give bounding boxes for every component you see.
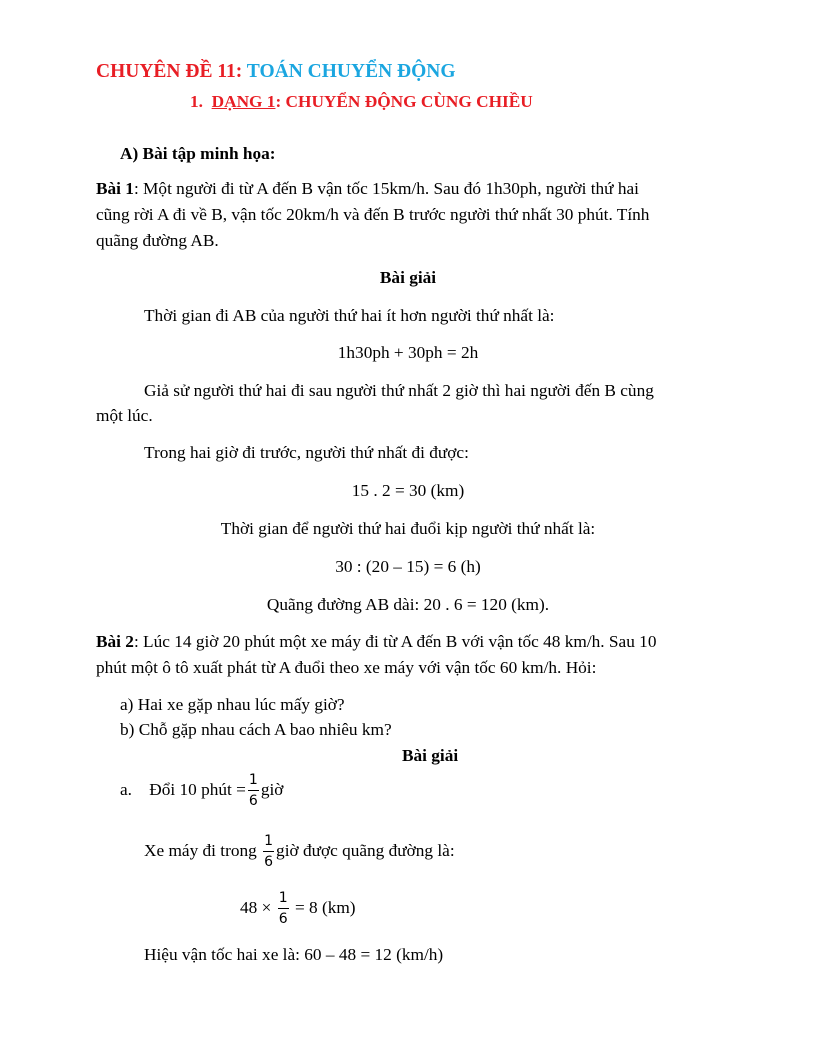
- fraction-numerator: 1: [263, 834, 274, 852]
- answer-a-text2: giờ: [260, 780, 284, 799]
- heading-number: 1.: [190, 92, 203, 111]
- bai1-step4: Trong hai giờ đi trước, người thứ nhất đi được:: [144, 443, 469, 462]
- bai1-line2: cũng rời A đi về B, vận tốc 20km/h và đến B trước người thứ nhất 30 phút. Tính: [96, 205, 650, 224]
- bai2-line1: [96, 633, 656, 650]
- bai2-question-a: a) Hai xe gặp nhau lúc mấy giờ?: [120, 695, 345, 714]
- bai2-motorbike-distance: [144, 831, 455, 871]
- fraction-one-sixth: [263, 834, 274, 869]
- section-heading: [190, 93, 533, 110]
- fraction-numerator: 1: [248, 773, 259, 791]
- bai2-calculation: [240, 888, 356, 928]
- bai2-solution-heading: Bài giải: [402, 746, 459, 765]
- title-prefix: CHUYÊN ĐỀ 11:: [96, 61, 243, 82]
- bai1-label: Bài 1: [96, 179, 134, 198]
- bai1-step1: Thời gian đi AB của người thứ hai ít hơn người thứ nhất là:: [144, 306, 555, 325]
- calc-text2: = 8 (km): [294, 898, 356, 917]
- fraction-denominator: 6: [278, 910, 288, 927]
- heading-rest: : CHUYỂN ĐỘNG CÙNG CHIỀU: [275, 92, 533, 111]
- motorbike-text2: giờ được quãng đường là:: [276, 841, 455, 860]
- subsection-title: A) Bài tập minh họa:: [120, 144, 276, 163]
- heading-type: DẠNG 1: [211, 92, 276, 111]
- bai1-solution-heading: Bài giải: [379, 268, 437, 287]
- answer-a-label: a.: [120, 780, 132, 799]
- fraction-denominator: 6: [248, 792, 258, 809]
- calc-text1: 48 ×: [240, 898, 272, 917]
- bai1-step3a: Giả sử người thứ hai đi sau người thứ nhất 2 giờ thì hai người đến B cùng: [144, 381, 654, 400]
- bai2-speed-difference: Hiệu vận tốc hai xe là: 60 – 48 = 12 (km/h): [144, 945, 444, 964]
- bai2-text1: : Lúc 14 giờ 20 phút một xe máy đi từ A đến B với vận tốc 48 km/h. Sau 10: [133, 632, 657, 651]
- bai1-text1: : Một người đi từ A đến B vận tốc 15km/h. Sau đó 1h30ph, người thứ hai: [133, 179, 639, 198]
- bai1-step2: 1h30ph + 30ph = 2h: [337, 343, 479, 362]
- bai1-line1: [96, 180, 639, 197]
- fraction-denominator: 6: [264, 853, 274, 870]
- bai2-answer-a: [120, 770, 283, 810]
- answer-a-text1: Đổi 10 phút =: [149, 780, 246, 799]
- motorbike-text1: Xe máy đi trong: [144, 841, 257, 860]
- title-topic: TOÁN CHUYỂN ĐỘNG: [246, 61, 456, 82]
- bai1-step6: Thời gian để người thứ hai đuổi kịp người thứ nhất là:: [220, 519, 596, 538]
- bai1-step8: Quãng đường AB dài: 20 . 6 = 120 (km).: [266, 595, 550, 614]
- bai1-step5: 15 . 2 = 30 (km): [351, 481, 465, 500]
- bai1-line3: quãng đường AB.: [96, 231, 219, 250]
- bai2-line2: phút một ô tô xuất phát từ A đuổi theo xe máy với vận tốc 60 km/h. Hỏi:: [96, 658, 597, 677]
- fraction-numerator: 1: [278, 891, 289, 909]
- bai2-label: Bài 2: [96, 632, 134, 651]
- document-title: [96, 62, 456, 82]
- fraction-one-sixth: [248, 773, 259, 808]
- bai1-step7: 30 : (20 – 15) = 6 (h): [335, 557, 481, 576]
- fraction-one-sixth: [278, 891, 289, 926]
- bai2-question-b: b) Chỗ gặp nhau cách A bao nhiêu km?: [120, 720, 392, 739]
- bai1-step3b: một lúc.: [96, 406, 153, 425]
